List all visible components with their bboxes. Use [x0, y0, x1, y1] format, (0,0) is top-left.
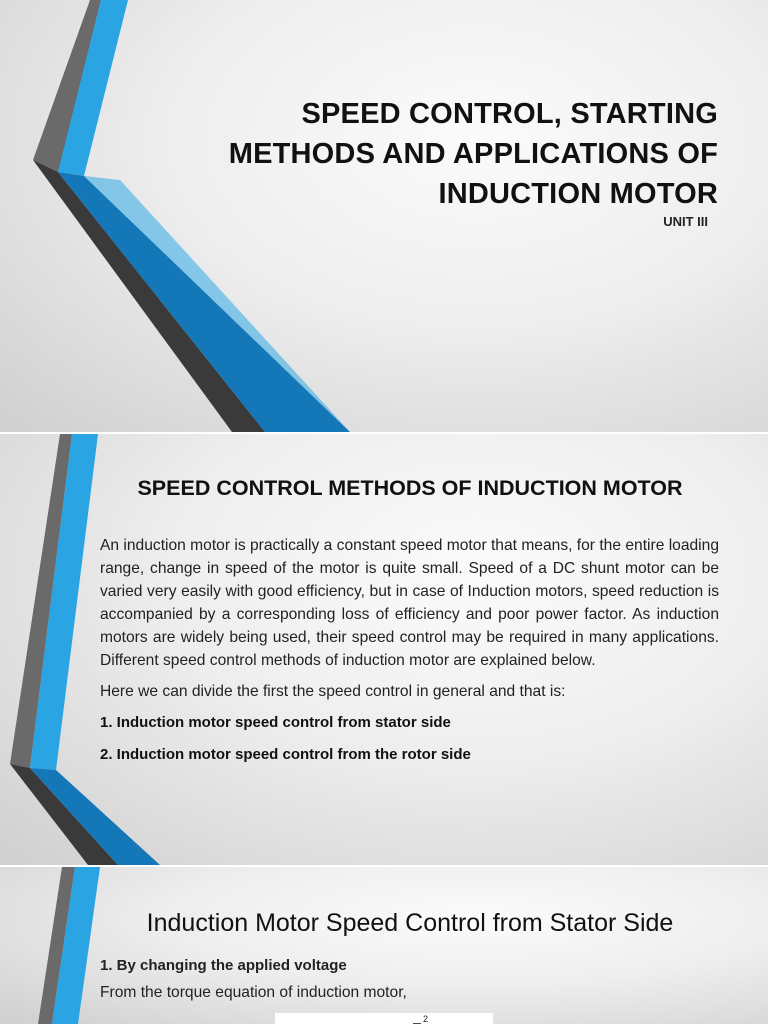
- body-text: From the torque equation of induction motor,: [100, 984, 407, 1001]
- list-item: 1. By changing the applied voltage: [100, 957, 347, 974]
- slide-heading: SPEED CONTROL METHODS OF INDUCTION MOTOR: [137, 476, 683, 500]
- slide-body: [100, 957, 700, 1002]
- slide-title: [0, 0, 768, 432]
- slide-body: [100, 534, 719, 775]
- torque-equation-image: [275, 1013, 493, 1024]
- slide-speed-control-methods: [0, 434, 768, 865]
- intro-text: Here we can divide the first the speed control in general and that is:: [100, 683, 566, 700]
- presentation-title: SPEED CONTROL, STARTING METHODS AND APPLICATIONS OF INDUCTION MOTOR: [228, 98, 718, 210]
- slide-heading: Induction Motor Speed Control from Stator Side: [146, 909, 674, 937]
- method-list: [100, 711, 719, 766]
- list-item: 1. Induction motor speed control from stator side: [100, 714, 451, 731]
- slide-stator-side-control: [0, 867, 768, 1024]
- body-paragraph: An induction motor is practically a constant speed motor that means, for the entire loading range, change in speed of the motor is quite small. Speed of a DC shunt motor can be varied very easily with good efficiency, but in case of Induction motors, speed reduction is accompanied by a corresponding loss of efficiency and poor power factor. As induction motors are widely being used, their speed control may be required in many applications. Different speed control methods of induction motor are explained below.: [100, 537, 719, 669]
- decorative-stripes: [0, 0, 768, 432]
- list-item: 2. Induction motor speed control from the rotor side: [100, 746, 471, 763]
- presentation-subtitle: UNIT III: [663, 214, 708, 229]
- svg-text:2: 2: [423, 1014, 429, 1024]
